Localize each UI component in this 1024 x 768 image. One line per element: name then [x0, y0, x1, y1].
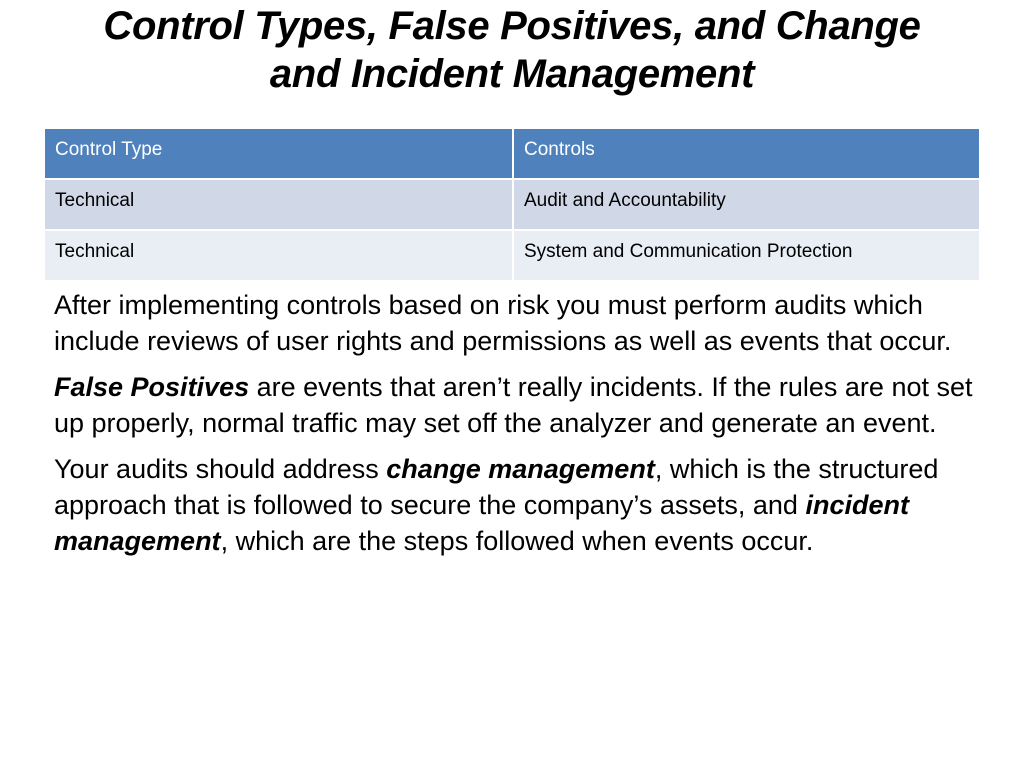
slide-body — [54, 287, 984, 569]
paragraph-false-positives — [54, 369, 984, 441]
paragraph-management-text-b: , which is the structured approach that is followed to secure the company’s assets, and — [54, 454, 939, 520]
term-false-positives: False Positives — [54, 372, 250, 402]
slide-title — [30, 2, 994, 98]
cell-controls: System and Communication Protection — [513, 230, 980, 281]
header-control-type: Control Type — [44, 128, 513, 179]
table-row — [44, 230, 980, 281]
slide-title-line-1: Control Types, False Positives, and Change — [103, 4, 921, 48]
paragraph-false-positives-text: are events that aren’t really incidents. If the rules are not set up properly, normal traffic may set off the analyzer and generate an event. — [54, 372, 973, 438]
controls-table — [43, 127, 981, 282]
table-header-row — [44, 128, 980, 179]
paragraph-management-text-a: Your audits should address — [54, 454, 387, 484]
term-change-management: change management — [386, 454, 655, 484]
paragraph-audits — [54, 287, 984, 359]
paragraph-audits-text: After implementing controls based on risk you must perform audits which include reviews of user rights and permissions as well as events that occur. — [54, 290, 952, 356]
cell-control-type: Technical — [44, 230, 513, 281]
cell-control-type: Technical — [44, 179, 513, 230]
cell-controls: Audit and Accountability — [513, 179, 980, 230]
slide-title-line-2: and Incident Management — [269, 52, 755, 96]
paragraph-management — [54, 451, 984, 559]
header-controls: Controls — [513, 128, 980, 179]
table-row — [44, 179, 980, 230]
term-incident-management: incident management — [54, 490, 909, 556]
paragraph-management-text-c: , which are the steps followed when events occur. — [220, 526, 814, 556]
